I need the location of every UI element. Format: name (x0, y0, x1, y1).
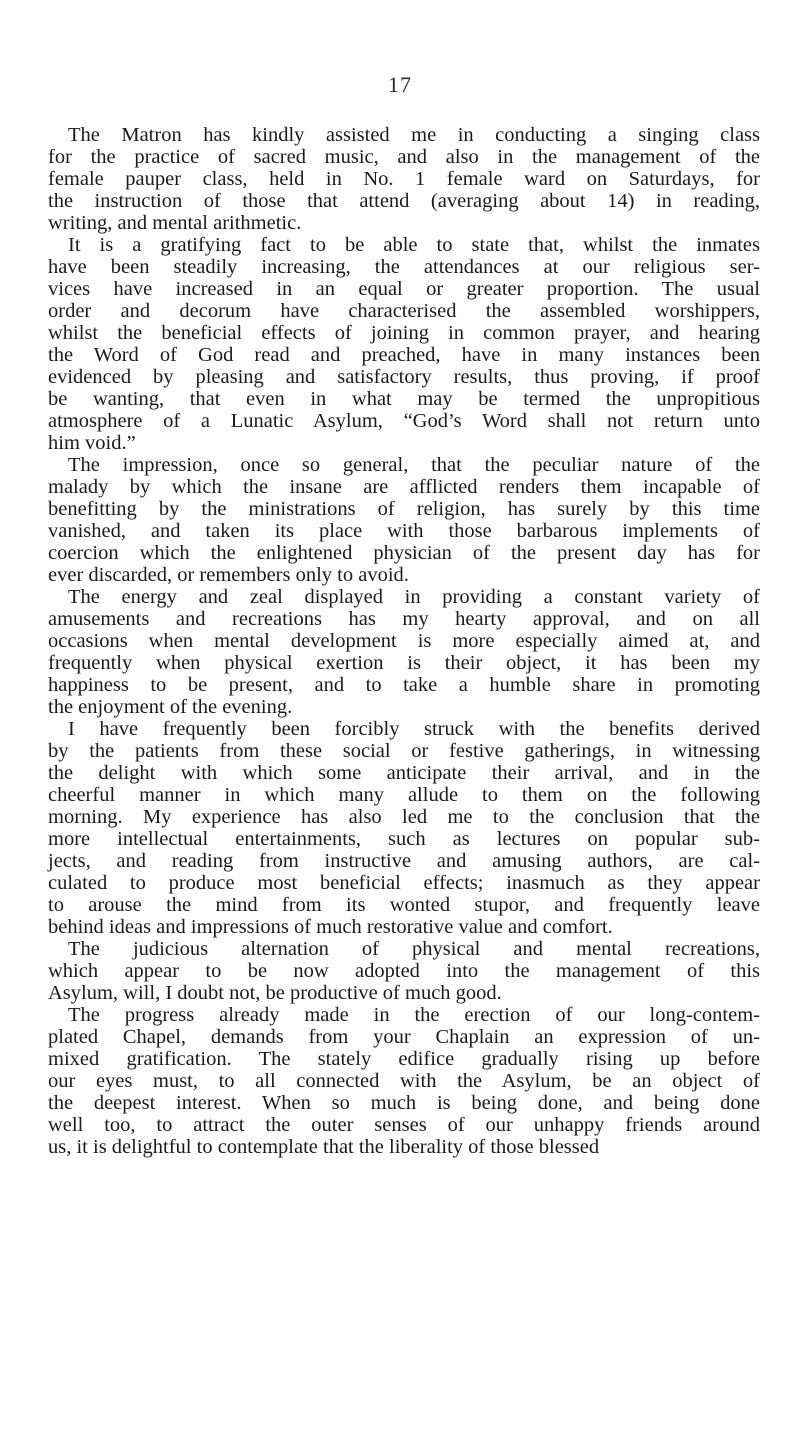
text-line: benefitting by the ministrations of religion, has surely by this time (48, 498, 760, 520)
text-line: vices have increased in an equal or greater proportion. The usual (48, 278, 760, 300)
text-line: order and decorum have characterised the assembled worshippers, (48, 300, 760, 322)
text-line: The judicious alternation of physical and mental recreations, (68, 938, 760, 960)
text-line: The Matron has kindly assisted me in conducting a singing class (68, 124, 760, 146)
text-line: the enjoyment of the evening. (48, 696, 293, 718)
text-line: happiness to be present, and to take a humble share in promoting (48, 674, 760, 696)
text-line: plated Chapel, demands from your Chaplain an expression of un- (48, 1026, 760, 1048)
text-line: more intellectual entertainments, such as lectures on popular sub- (48, 828, 760, 850)
text-line: to arouse the mind from its wonted stupor, and frequently leave (48, 894, 760, 916)
text-line: coercion which the enlightened physician of the present day has for (48, 542, 760, 564)
text-line: for the practice of sacred music, and also in the management of the (48, 146, 760, 168)
text-line: well too, to attract the outer senses of our unhappy friends around (48, 1114, 760, 1136)
text-line: the instruction of those that attend (averaging about 14) in reading, (48, 190, 760, 212)
text-line: malady by which the insane are afflicted renders them incapable of (48, 476, 760, 498)
text-line: amusements and recreations has my hearty approval, and on all (48, 608, 760, 630)
text-line: I have frequently been forcibly struck with the benefits derived (68, 718, 760, 740)
text-line: which appear to be now adopted into the management of this (48, 960, 760, 982)
text-line: culated to produce most beneficial effects; inasmuch as they appear (48, 872, 760, 894)
text-line: The impression, once so general, that the peculiar nature of the (68, 454, 760, 476)
text-line: jects, and reading from instructive and amusing authors, are cal- (48, 850, 760, 872)
text-line: have been steadily increasing, the attendances at our religious ser- (48, 256, 760, 278)
page-number: 17 (388, 72, 412, 97)
text-line: us, it is delightful to contemplate that the liberality of those blessed (48, 1136, 600, 1158)
text-line: female pauper class, held in No. 1 female ward on Saturdays, for (48, 168, 760, 190)
text-line: morning. My experience has also led me to the conclusion that the (48, 806, 760, 828)
text-line: the delight with which some anticipate their arrival, and in the (48, 762, 760, 784)
text-line: by the patients from these social or festive gatherings, in witnessing (48, 740, 760, 762)
text-line: It is a gratifying fact to be able to state that, whilst the inmates (68, 234, 760, 256)
text-line: atmosphere of a Lunatic Asylum, “God’s Word shall not return unto (48, 410, 760, 432)
text-line: occasions when mental development is more especially aimed at, and (48, 630, 760, 652)
text-line: our eyes must, to all connected with the Asylum, be an object of (48, 1070, 760, 1092)
text-line: the Word of God read and preached, have in many instances been (48, 344, 760, 366)
text-line: The progress already made in the erection of our long-contem- (68, 1004, 760, 1026)
text-line: cheerful manner in which many allude to them on the following (48, 784, 760, 806)
text-line: writing, and mental arithmetic. (48, 212, 302, 234)
text-line: ever discarded, or remembers only to avoid. (48, 564, 409, 586)
text-line: him void.” (48, 432, 136, 454)
text-line: Asylum, will, I doubt not, be productive of much good. (48, 982, 502, 1004)
text-line: evidenced by pleasing and satisfactory results, thus proving, if proof (48, 366, 760, 388)
text-line: frequently when physical exertion is their object, it has been my (48, 652, 760, 674)
text-line: the deepest interest. When so much is being done, and being done (48, 1092, 760, 1114)
text-line: mixed gratification. The stately edifice gradually rising up before (48, 1048, 760, 1070)
text-line: The energy and zeal displayed in providing a constant variety of (68, 586, 760, 608)
text-line: be wanting, that even in what may be termed the unpropitious (48, 388, 760, 410)
text-line: whilst the beneficial effects of joining in common prayer, and hearing (48, 322, 760, 344)
body-text (48, 124, 760, 1158)
text-line: vanished, and taken its place with those barbarous implements of (48, 520, 760, 542)
text-line: behind ideas and impressions of much restorative value and comfort. (48, 916, 613, 938)
